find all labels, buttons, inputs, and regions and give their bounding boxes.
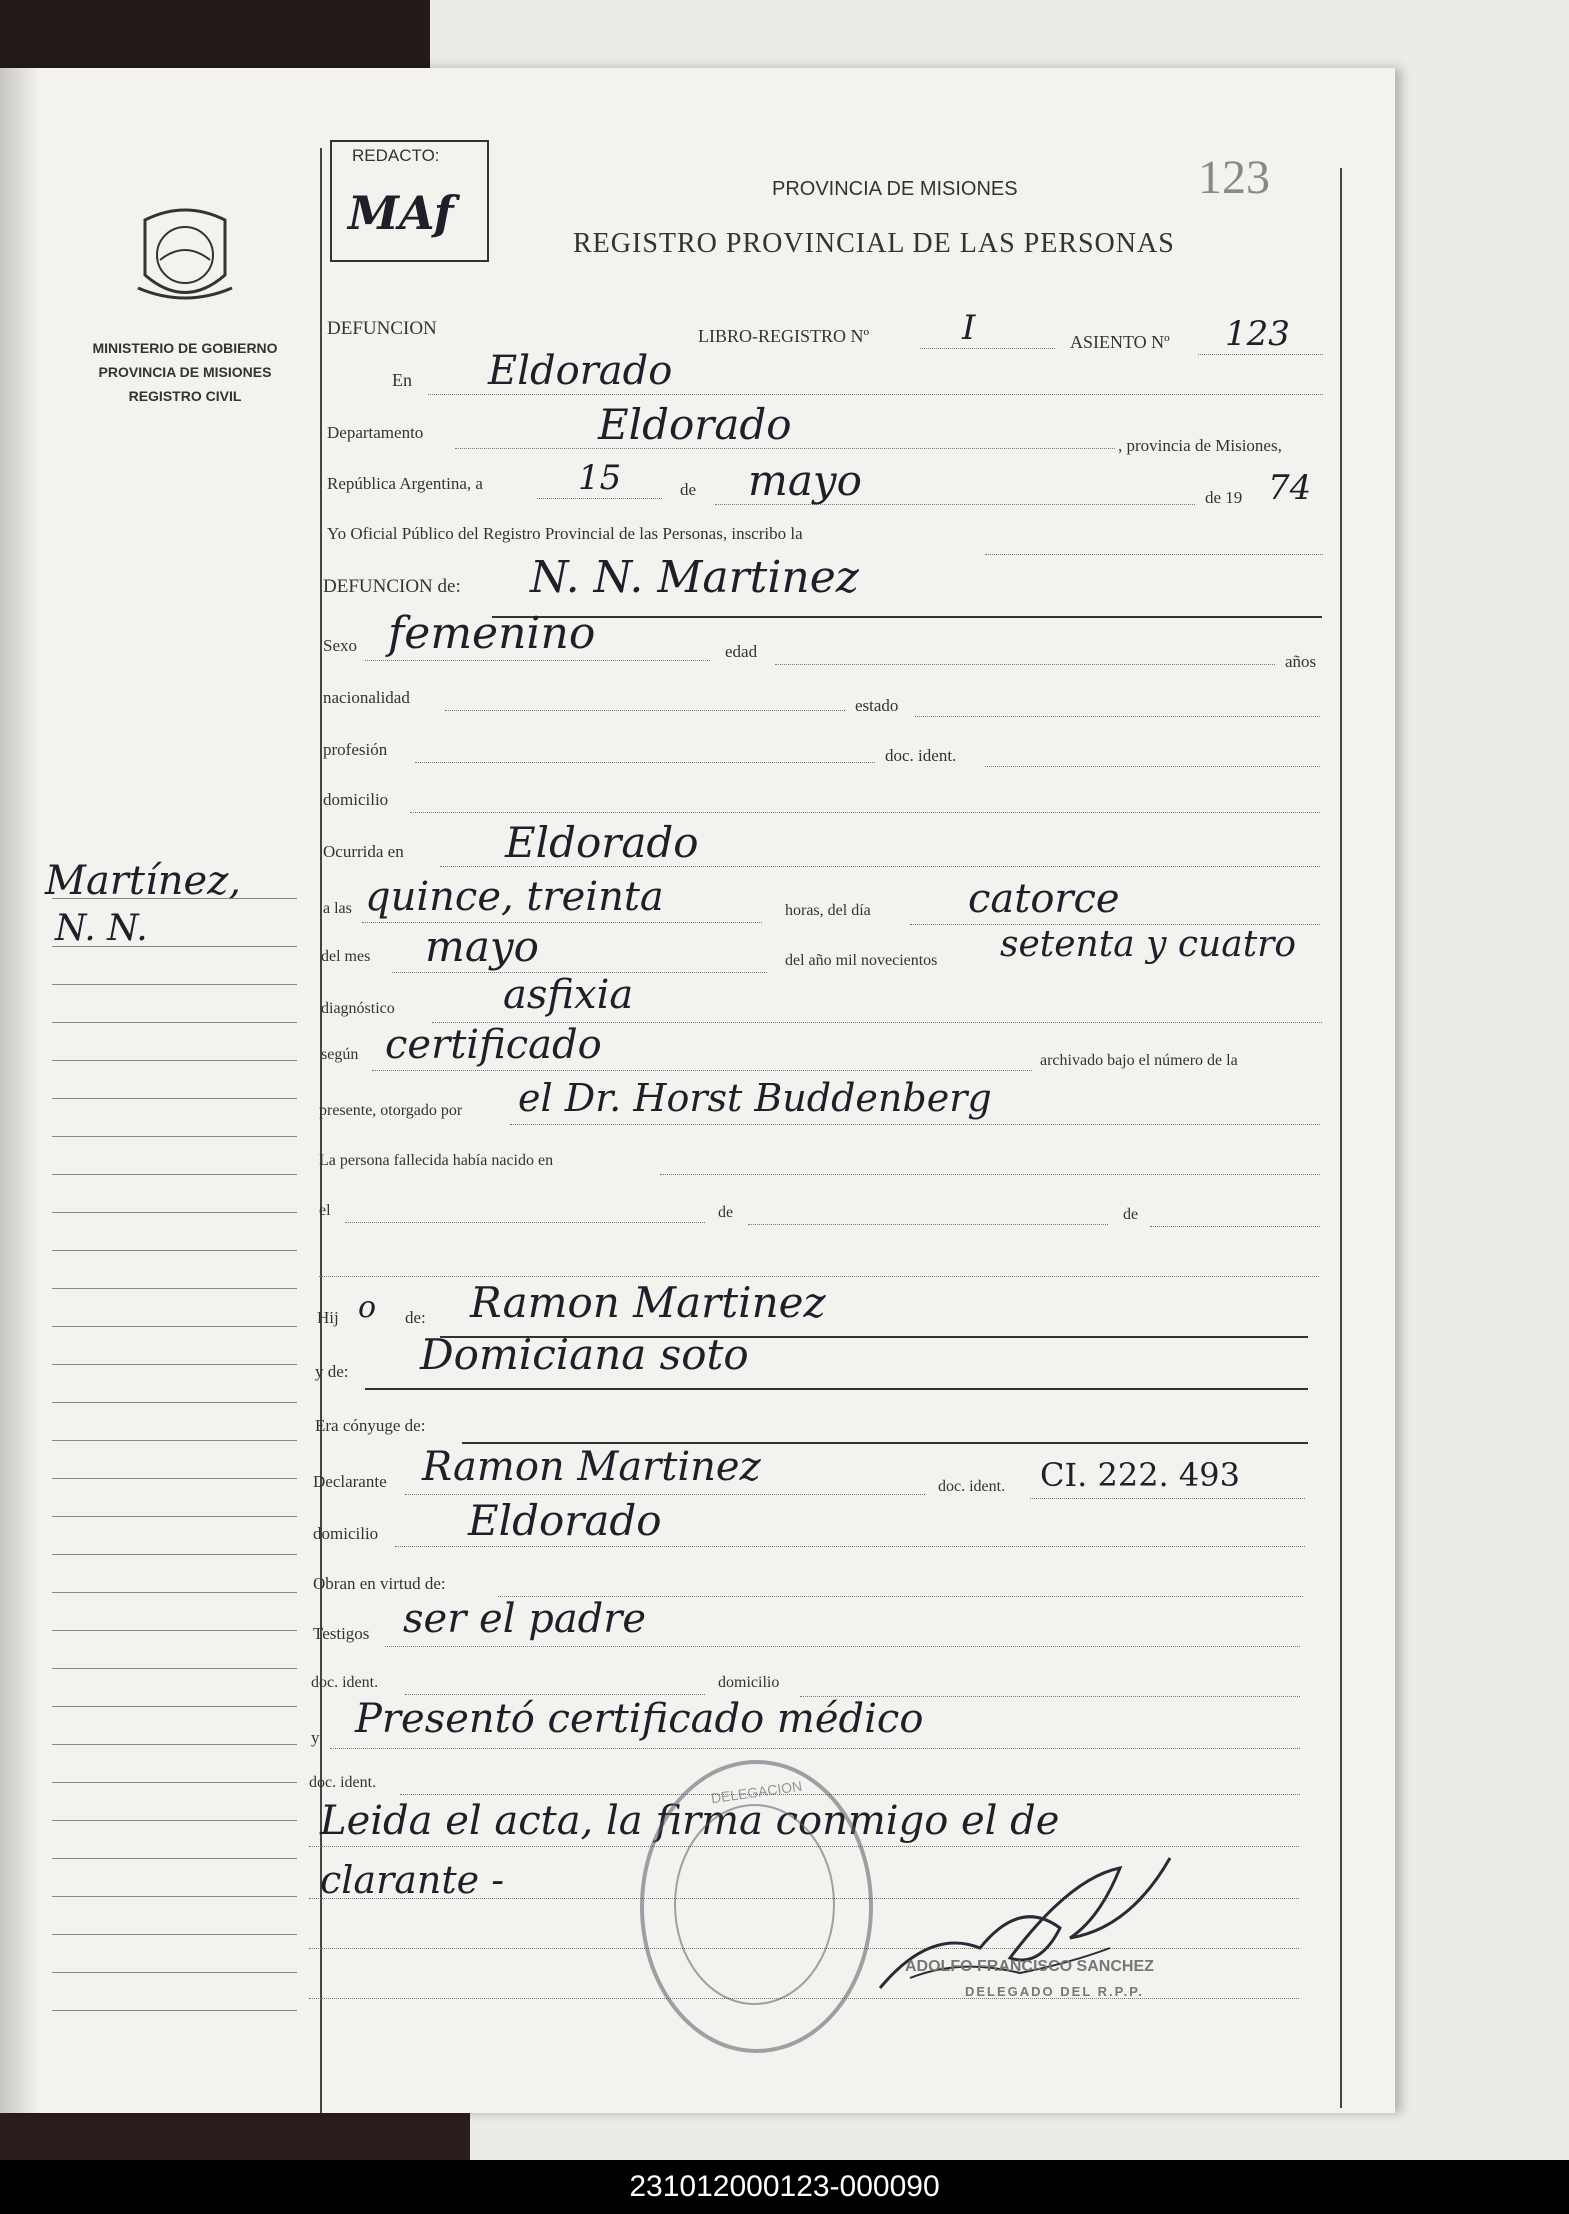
year-value: 74 bbox=[1268, 468, 1312, 508]
horas-label: horas, del día bbox=[785, 902, 871, 919]
declarante-value: Ramon Martinez bbox=[422, 1444, 761, 1490]
y-value: Presentó certificado médico bbox=[355, 1696, 924, 1742]
anio-label: del año mil novecientos bbox=[785, 952, 938, 969]
archivado-label: archivado bajo el número de la bbox=[1040, 1052, 1238, 1069]
domicilio-label: domicilio bbox=[323, 790, 389, 809]
page-number: 123 bbox=[1198, 151, 1270, 204]
estado-label: estado bbox=[855, 696, 899, 715]
nacido-de-label-2: de bbox=[1123, 1206, 1139, 1223]
year-prefix: de 19 bbox=[1205, 488, 1243, 507]
ocurrida-label: Ocurrida en bbox=[323, 842, 404, 861]
right-border-line bbox=[1340, 168, 1342, 2108]
declarante-doc-label: doc. ident. bbox=[938, 1478, 1006, 1495]
libro-value: I bbox=[962, 308, 976, 348]
hijo-de-label: de: bbox=[405, 1308, 426, 1327]
y-label: y bbox=[311, 1728, 320, 1747]
departamento-value: Eldorado bbox=[598, 400, 792, 449]
province-heading: PROVINCIA DE MISIONES bbox=[772, 178, 1018, 200]
father-name: Ramon Martinez bbox=[470, 1278, 826, 1327]
date-de-label: de bbox=[680, 480, 697, 499]
province-emblem-icon bbox=[130, 200, 240, 315]
testigo-doc-label: doc. ident. bbox=[311, 1674, 379, 1691]
en-value: Eldorado bbox=[488, 348, 673, 394]
nacido-label: La persona fallecida había nacido en bbox=[319, 1152, 554, 1169]
emblem-line-3: REGISTRO CIVIL bbox=[128, 388, 242, 404]
del-mes-label: del mes bbox=[321, 948, 371, 965]
closing-line-1: Leida el acta, la firma conmigo el de bbox=[320, 1798, 1060, 1844]
republica-label: República Argentina, a bbox=[327, 474, 483, 493]
register-page bbox=[0, 68, 1395, 2113]
redacto-label: REDACTO: bbox=[352, 146, 440, 165]
provincia-suffix: , provincia de Misiones, bbox=[1118, 436, 1282, 455]
decl-domicilio-label: domicilio bbox=[313, 1524, 379, 1543]
mother-name: Domiciana soto bbox=[420, 1330, 749, 1379]
defuncion-de-label: DEFUNCION de: bbox=[323, 576, 461, 597]
mes-value: mayo bbox=[425, 922, 539, 971]
sexo-label: Sexo bbox=[323, 636, 357, 655]
signature-scribble-icon bbox=[870, 1838, 1190, 2008]
declarante-label: Declarante bbox=[313, 1472, 387, 1491]
testigo-doc-label-2: doc. ident. bbox=[309, 1774, 377, 1791]
closing-line-2: clarante - bbox=[320, 1858, 505, 1902]
spine-shadow bbox=[0, 68, 40, 2113]
obran-label: Obran en virtud de: bbox=[313, 1574, 446, 1593]
presente-value: el Dr. Horst Buddenberg bbox=[518, 1076, 992, 1120]
en-label: En bbox=[392, 370, 412, 390]
departamento-label: Departamento bbox=[327, 423, 424, 442]
el-label: el bbox=[319, 1202, 331, 1219]
day-value: 15 bbox=[578, 458, 622, 498]
segun-label: según bbox=[321, 1046, 359, 1063]
diagnostico-label: diagnóstico bbox=[321, 1000, 395, 1017]
nacido-de-label: de bbox=[718, 1204, 734, 1221]
emblem-line-2: PROVINCIA DE MISIONES bbox=[98, 364, 272, 380]
asiento-value: 123 bbox=[1225, 314, 1290, 354]
image-caption: 231012000123-000090 bbox=[629, 2170, 940, 2203]
deceased-name: N. N. Martinez bbox=[530, 552, 859, 603]
presente-label: presente, otorgado por bbox=[319, 1102, 463, 1119]
hijo-suffix: o bbox=[358, 1290, 377, 1325]
signer-name-stamp: ADOLFO FRANCISCO SANCHEZ bbox=[905, 1958, 1154, 1975]
doc-ident-label: doc. ident. bbox=[885, 746, 957, 765]
a-las-label: a las bbox=[323, 900, 352, 917]
profesion-label: profesión bbox=[323, 740, 388, 759]
sexo-value: femenino bbox=[388, 608, 596, 659]
decl-domicilio-value: Eldorado bbox=[468, 1496, 662, 1545]
official-seal bbox=[640, 1760, 873, 2053]
seal-label: DELEGACION bbox=[709, 1777, 804, 1807]
declarante-doc-value: CI. 222. 493 bbox=[1040, 1456, 1240, 1494]
testigo-domicilio-label: domicilio bbox=[718, 1674, 780, 1691]
diagnostico-value: asfixia bbox=[503, 972, 634, 1018]
registry-title: REGISTRO PROVINCIAL DE LAS PERSONAS bbox=[573, 228, 1175, 259]
margin-note-surname: Martínez, bbox=[45, 858, 242, 904]
hijo-label: Hij bbox=[317, 1308, 339, 1327]
asiento-label: ASIENTO Nº bbox=[1070, 332, 1170, 352]
redacto-initials: MAf bbox=[348, 186, 454, 240]
image-caption-bar bbox=[0, 2160, 1569, 2214]
dia-value: catorce bbox=[968, 876, 1120, 922]
month-value: mayo bbox=[748, 456, 862, 505]
hora-value: quince, treinta bbox=[365, 874, 664, 920]
book-cover-top bbox=[0, 0, 430, 70]
segun-value: certificado bbox=[385, 1022, 602, 1068]
conyuge-label: Era cónyuge de: bbox=[315, 1416, 426, 1435]
ocurrida-value: Eldorado bbox=[505, 818, 699, 867]
emblem-caption bbox=[55, 336, 315, 408]
oficial-statement: Yo Oficial Público del Registro Provincial de las Personas, inscribo la bbox=[327, 524, 803, 543]
emblem-line-1: MINISTERIO DE GOBIERNO bbox=[92, 340, 278, 356]
libro-label: LIBRO-REGISTRO Nº bbox=[698, 326, 870, 346]
nacionalidad-label: nacionalidad bbox=[323, 688, 410, 707]
defuncion-heading: DEFUNCION bbox=[327, 318, 437, 339]
testigos-label: Testigos bbox=[313, 1624, 370, 1643]
y-de-label: y de: bbox=[315, 1362, 349, 1381]
anos-label: años bbox=[1285, 652, 1317, 671]
edad-label: edad bbox=[725, 642, 758, 661]
signer-role-stamp: DELEGADO DEL R.P.P. bbox=[965, 1984, 1144, 1999]
testigos-value: ser el padre bbox=[403, 1596, 647, 1642]
anio-value: setenta y cuatro bbox=[1000, 924, 1297, 965]
margin-note-name: N. N. bbox=[55, 908, 148, 949]
